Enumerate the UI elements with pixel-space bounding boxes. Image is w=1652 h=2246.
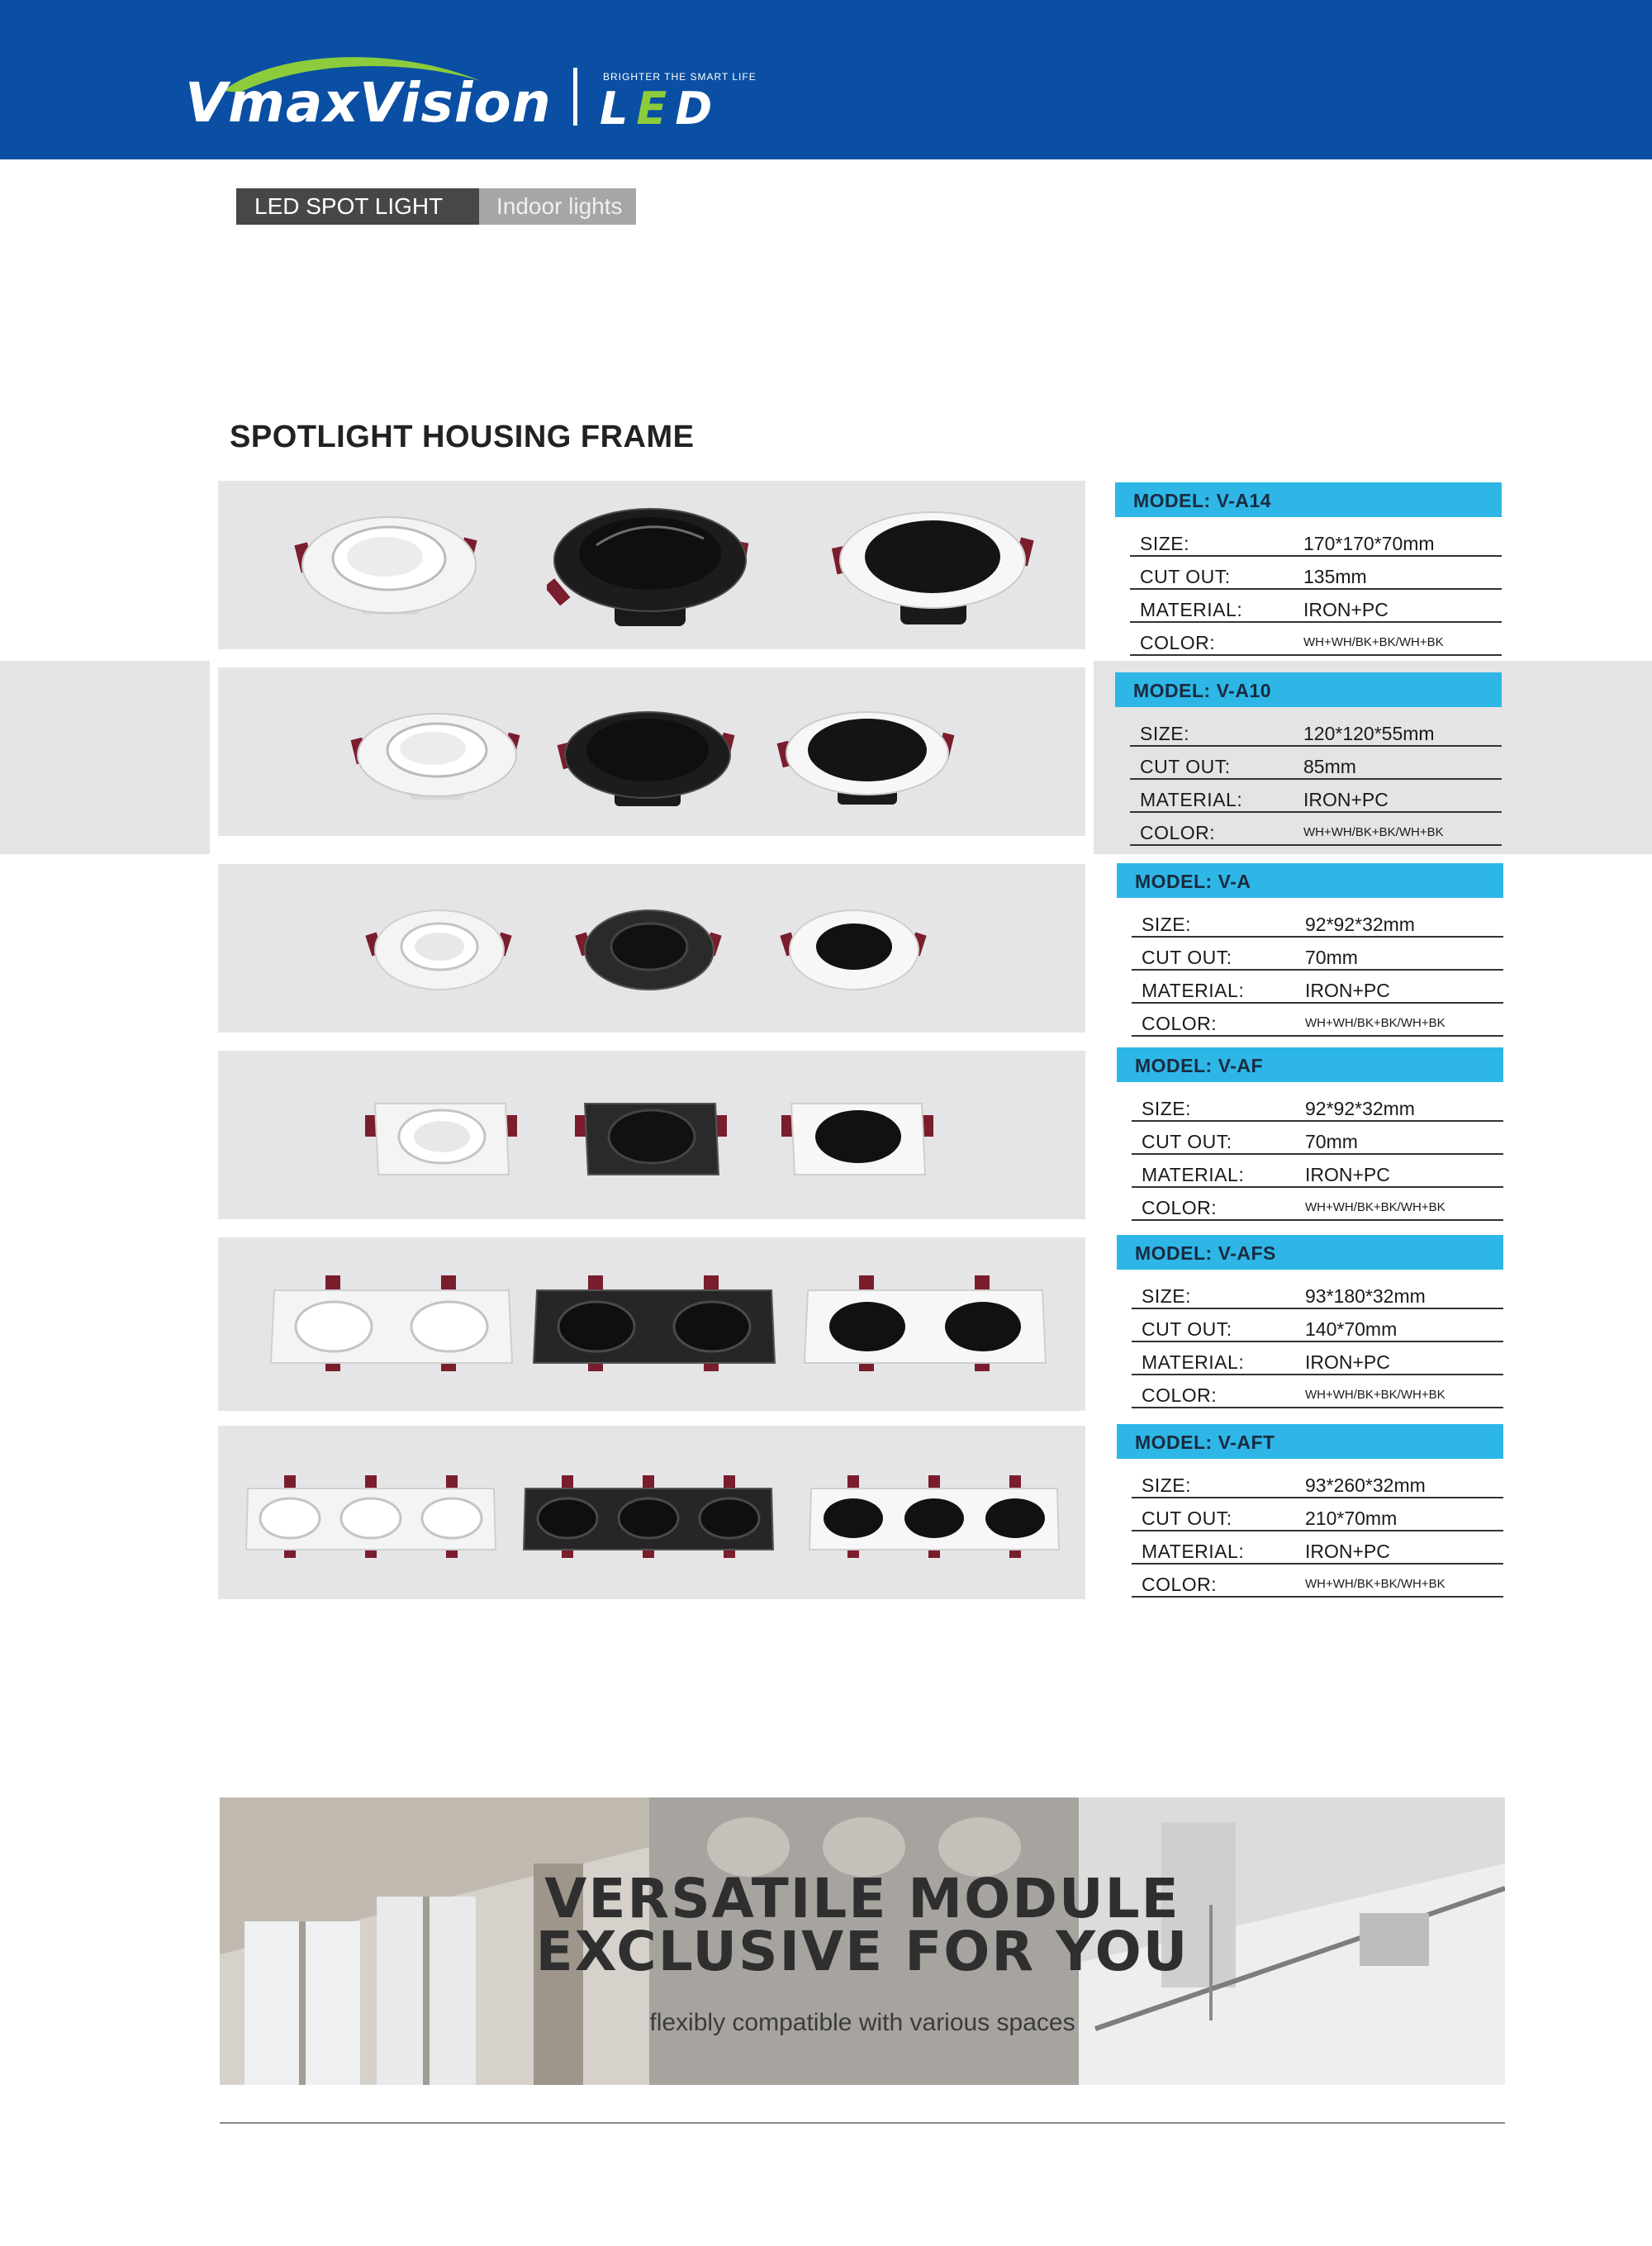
spec-table (1117, 1424, 1503, 1598)
spec-row-color (1132, 1375, 1503, 1408)
spec-row-cutout (1132, 938, 1503, 971)
spec-value: WH+WH/BK+BK/WH+BK (1305, 1577, 1446, 1591)
logo-led-letter-e: E (636, 83, 676, 135)
promo-banner (220, 1797, 1505, 2085)
product-image-panel (218, 864, 1085, 1033)
spec-label: CUT OUT: (1142, 1318, 1232, 1340)
section-title: SPOTLIGHT HOUSING FRAME (230, 420, 695, 454)
spec-label: SIZE: (1142, 914, 1192, 935)
spec-row-material (1132, 971, 1503, 1004)
spec-row-cutout (1132, 1309, 1503, 1342)
spec-value: IRON+PC (1305, 1351, 1390, 1373)
spec-label: COLOR: (1142, 1197, 1218, 1218)
spec-label: COLOR: (1142, 1384, 1218, 1406)
spec-value: 93*260*32mm (1305, 1474, 1426, 1496)
spec-label: MATERIAL: (1140, 789, 1243, 810)
spec-row-color (1132, 1004, 1503, 1037)
spec-value: 120*120*55mm (1303, 723, 1435, 744)
spec-value: 70mm (1305, 1131, 1358, 1152)
spec-row-material (1130, 780, 1502, 813)
spec-row-size (1132, 1089, 1503, 1122)
spec-row-cutout (1130, 747, 1502, 780)
spec-value: 85mm (1303, 756, 1356, 777)
spec-model: MODEL: V-AFS (1117, 1235, 1503, 1270)
spec-label: COLOR: (1142, 1574, 1218, 1595)
spec-row-color (1130, 623, 1502, 656)
spec-label: CUT OUT: (1142, 1131, 1232, 1152)
spec-label: CUT OUT: (1142, 1508, 1232, 1529)
spec-value: 93*180*32mm (1305, 1285, 1426, 1307)
spec-label: CUT OUT: (1140, 756, 1231, 777)
spec-value: IRON+PC (1303, 789, 1389, 810)
spec-row-material (1132, 1155, 1503, 1188)
spec-row-cutout (1130, 557, 1502, 590)
brand-tagline: BRIGHTER THE SMART LIFE (603, 71, 757, 83)
spec-row-color (1132, 1188, 1503, 1221)
brand-name: VmaxVision (185, 71, 552, 135)
decor-band-left (0, 661, 210, 854)
spec-row-size (1130, 714, 1502, 747)
spec-label: COLOR: (1140, 822, 1216, 843)
banner-subtitle: flexibly compatible with various spaces (649, 2009, 1075, 2036)
spec-model: MODEL: V-A10 (1115, 672, 1502, 707)
spec-label: MATERIAL: (1142, 1164, 1245, 1185)
spec-value: WH+WH/BK+BK/WH+BK (1305, 1388, 1446, 1402)
spec-row-size (1130, 524, 1502, 557)
header-bar (0, 0, 1652, 159)
spec-row-cutout (1132, 1498, 1503, 1531)
spec-value: WH+WH/BK+BK/WH+BK (1303, 825, 1444, 839)
spec-label: SIZE: (1140, 723, 1190, 744)
spec-value: IRON+PC (1305, 1164, 1390, 1185)
spec-value: WH+WH/BK+BK/WH+BK (1303, 635, 1444, 649)
logo-led-letter-l: L (600, 83, 637, 135)
product-image-panel (218, 1426, 1085, 1599)
spec-label: COLOR: (1140, 632, 1216, 653)
spec-value: 210*70mm (1305, 1508, 1398, 1529)
spec-row-size (1132, 1276, 1503, 1309)
banner-headline-1: VERSATILE MODULE (544, 1867, 1180, 1930)
spec-value: 92*92*32mm (1305, 914, 1415, 935)
spec-model: MODEL: V-A14 (1115, 482, 1502, 517)
breadcrumb-category[interactable]: LED SPOT LIGHT (236, 188, 479, 225)
spec-table (1117, 1047, 1503, 1221)
spec-model: MODEL: V-A (1117, 863, 1503, 898)
footer-divider (220, 2122, 1505, 2124)
spec-value: IRON+PC (1305, 980, 1390, 1001)
breadcrumb-subcategory[interactable]: Indoor lights (479, 188, 636, 225)
spec-label: CUT OUT: (1140, 566, 1231, 587)
spec-table (1117, 863, 1503, 1037)
spec-row-color (1130, 813, 1502, 846)
spec-label: SIZE: (1142, 1474, 1192, 1496)
logo-divider (573, 68, 577, 126)
logo-led-text (600, 83, 720, 135)
spec-label: COLOR: (1142, 1013, 1218, 1034)
banner-headline-2: EXCLUSIVE FOR YOU (535, 1920, 1189, 1983)
product-image-panel (218, 1237, 1085, 1411)
product-image-panel (218, 1051, 1085, 1219)
spec-value: 70mm (1305, 947, 1358, 968)
spec-row-cutout (1132, 1122, 1503, 1155)
spec-value: 92*92*32mm (1305, 1098, 1415, 1119)
spec-label: MATERIAL: (1142, 980, 1245, 1001)
spec-row-color (1132, 1565, 1503, 1598)
spec-value: WH+WH/BK+BK/WH+BK (1305, 1200, 1446, 1214)
spotlight-white-image (294, 499, 484, 631)
spec-table (1115, 482, 1502, 656)
spec-model: MODEL: V-AFT (1117, 1424, 1503, 1459)
spec-table (1117, 1235, 1503, 1408)
spec-label: MATERIAL: (1140, 599, 1243, 620)
spec-value: 135mm (1303, 566, 1367, 587)
spec-value: IRON+PC (1303, 599, 1389, 620)
product-image-panel (218, 667, 1085, 836)
spec-row-size (1132, 905, 1503, 938)
spec-value: WH+WH/BK+BK/WH+BK (1305, 1016, 1446, 1030)
spec-label: SIZE: (1142, 1285, 1192, 1307)
spec-row-material (1132, 1531, 1503, 1565)
spec-table (1115, 672, 1502, 846)
spec-row-size (1132, 1465, 1503, 1498)
product-image-panel (218, 481, 1085, 649)
spec-row-material (1132, 1342, 1503, 1375)
logo-led-letter-d: D (675, 83, 721, 135)
spec-value: IRON+PC (1305, 1541, 1390, 1562)
spec-model: MODEL: V-AF (1117, 1047, 1503, 1082)
spec-label: CUT OUT: (1142, 947, 1232, 968)
spec-value: 140*70mm (1305, 1318, 1398, 1340)
spec-value: 170*170*70mm (1303, 533, 1435, 554)
spec-label: MATERIAL: (1142, 1351, 1245, 1373)
spec-row-material (1130, 590, 1502, 623)
spec-label: MATERIAL: (1142, 1541, 1245, 1562)
spec-label: SIZE: (1140, 533, 1190, 554)
spec-label: SIZE: (1142, 1098, 1192, 1119)
